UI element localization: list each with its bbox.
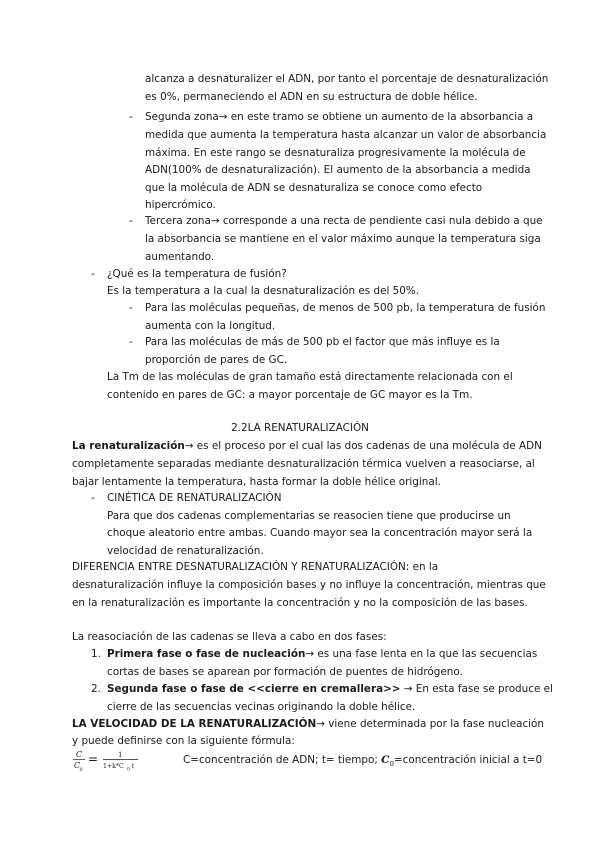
term-bold: LA VELOCIDAD DE LA RENATURALIZACIÓN	[72, 718, 317, 730]
formula-equals: =	[88, 752, 99, 766]
paragraph-line: es 0%, permaneciendo el ADN en su estructura de doble hélice.	[145, 91, 478, 103]
list-item-line: hipercrómico.	[145, 199, 216, 211]
list-bullet: -	[129, 302, 133, 314]
term-bold: La renaturalización	[72, 440, 185, 452]
list-item-line: Para las moléculas de más de 500 pb el factor que más influye es la	[145, 336, 500, 348]
paragraph-line: y puede definirse con la siguiente fórmula:	[72, 735, 295, 747]
term-definition: → viene determinada por la fase nucleación	[316, 718, 545, 730]
list-item-line: aumentando.	[145, 251, 215, 263]
phase-description: → es una fase lenta en la que las secuencias	[305, 648, 538, 660]
list-bullet: -	[129, 215, 133, 227]
list-item-line: Tercera zona→ corresponde a una recta de pendiente casi nula debido a que	[145, 215, 543, 227]
formula-rhs-denominator: 1+k*C	[103, 763, 124, 770]
list-item-line: cierre de las secuencias vecinas originando la doble hélice.	[107, 701, 416, 713]
paragraph-line	[72, 718, 544, 731]
paragraph-line: en la renaturalización es importante la concentración y no la composición de las bases.	[72, 597, 528, 609]
list-number: 2.	[91, 683, 101, 695]
legend-symbol: C	[381, 754, 390, 766]
list-item-line: máxima. En este rango se desnaturaliza progresivamente la molécula de	[145, 147, 526, 159]
list-item-line: medida que aumenta la temperatura hasta alcanzar un valor de absorbancia	[145, 129, 547, 141]
paragraph-line: desnaturalización influye la composición bases y no influye la concentración, mientras que	[72, 579, 546, 591]
phase-description: → En esta fase se produce el	[400, 683, 553, 695]
formula-rhs-tail: t	[131, 763, 134, 770]
section-heading: 2.2LA RENATURALIZACIÓN	[231, 422, 369, 434]
paragraph-line: velocidad de renaturalización.	[107, 545, 264, 557]
formula-numerator: C	[76, 750, 83, 759]
formula-subscript: 0	[79, 767, 83, 773]
formula	[72, 748, 172, 774]
paragraph-line: La reasociación de las cadenas se lleva a cabo en dos fases:	[72, 631, 387, 643]
question-line: ¿Qué es la temperatura de fusión?	[107, 268, 287, 280]
paragraph-line: La Tm de las moléculas de gran tamaño está directamente relacionada con el	[107, 371, 513, 383]
list-item-line	[107, 683, 553, 696]
paragraph-line: bajar lentamente la temperatura, hasta formar la doble hélice original.	[72, 476, 441, 488]
list-item-line: Para las moléculas pequeñas, de menos de 500 pb, la temperatura de fusión	[145, 302, 546, 314]
list-bullet: -	[129, 336, 133, 348]
list-item-line: que la molécula de ADN se desnaturaliza se conoce como efecto	[145, 182, 483, 194]
formula-subscript: 0	[127, 767, 130, 773]
list-bullet: -	[91, 268, 95, 280]
list-item-line	[107, 648, 537, 661]
paragraph-line: Para que dos cadenas complementarias se reasocien tiene que producirse un	[107, 510, 511, 522]
legend-text: C=concentración de ADN; t= tiempo;	[183, 754, 382, 766]
paragraph-line: contenido en pares de GC: a mayor porcentaje de GC mayor es la Tm.	[107, 389, 473, 401]
list-item-line: aumenta con la longitud.	[145, 320, 276, 332]
paragraph-line: choque aleatorio entre ambas. Cuando mayor sea la concentración mayor será la	[107, 527, 533, 539]
list-item-line: cortas de bases se aparean por formación de puentes de hidrógeno.	[107, 666, 463, 678]
formula-denominator: C	[74, 761, 81, 770]
formula-legend	[183, 754, 542, 768]
list-bullet: -	[129, 111, 133, 123]
list-number: 1.	[91, 648, 101, 660]
list-bullet: -	[91, 492, 95, 504]
paragraph-line	[72, 440, 542, 453]
legend-text: =concentración inicial a t=0	[393, 754, 543, 766]
legend-subscript: 0	[389, 760, 394, 768]
paragraph-line: alcanza a desnaturalizer el ADN, por tanto el porcentaje de desnaturalización	[145, 73, 549, 85]
phase-title: Primera fase o fase de nucleación	[107, 648, 306, 660]
formula-rhs-numerator: 1	[118, 751, 123, 759]
list-item-line: proporción de pares de GC.	[145, 354, 288, 366]
term-definition: → es el proceso por el cual las dos cadenas de una molécula de ADN	[184, 440, 542, 452]
phase-title: Segunda fase o fase de <<cierre en cremallera>>	[107, 683, 401, 695]
paragraph-line: completamente separadas mediante desnaturalización térmica vuelven a reasociarse, al	[72, 458, 535, 470]
subsection-title: CINÉTICA DE RENATURALIZACIÓN	[107, 492, 282, 504]
list-item-line: Segunda zona→ en este tramo se obtiene un aumento de la absorbancia a	[145, 111, 534, 123]
paragraph-line: DIFERENCIA ENTRE DESNATURALIZACIÓN Y RENATURALIZACIÓN: en la	[72, 561, 439, 573]
list-item-line: la absorbancia se mantiene en el valor máximo aunque la temperatura siga	[145, 233, 541, 245]
list-item-line: ADN(100% de desnaturalización). El aumento de la absorbancia a medida	[145, 164, 531, 176]
answer-line: Es la temperatura a la cual la desnaturalización es del 50%.	[107, 285, 420, 297]
